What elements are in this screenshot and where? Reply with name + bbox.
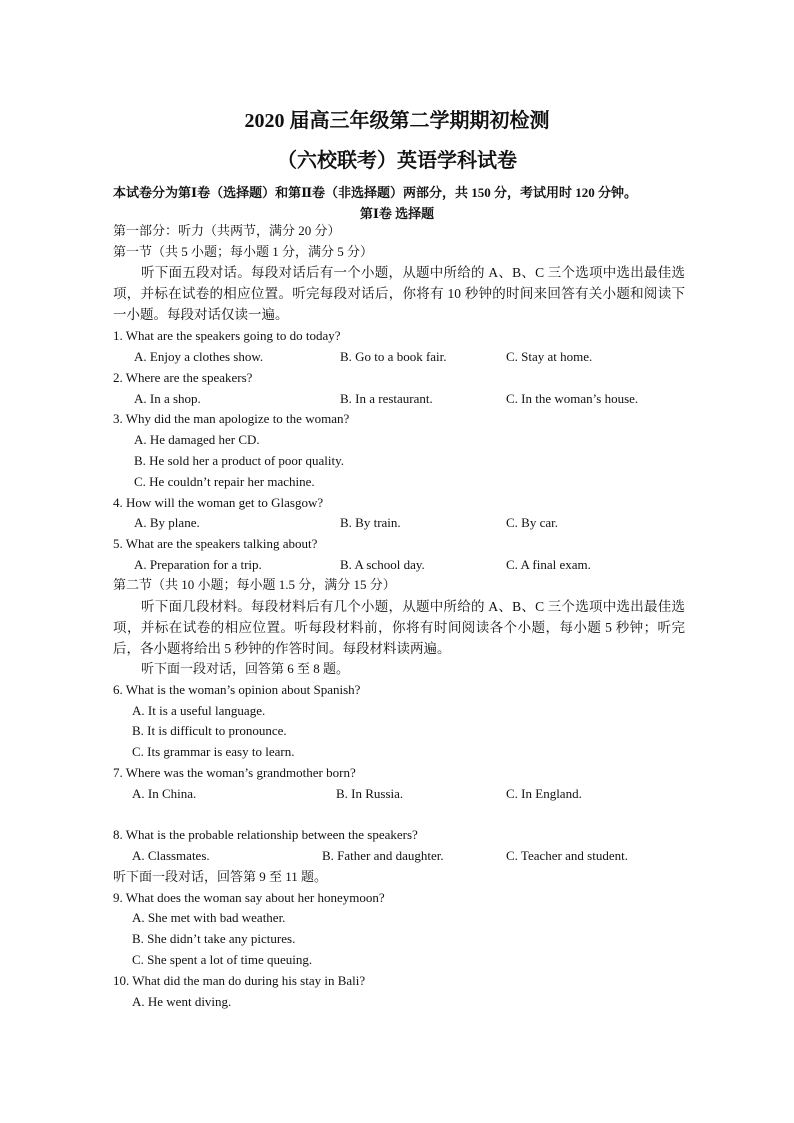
question-10-stem: 10. What did the man do during his stay in Bali? — [113, 973, 366, 988]
part1-title: 第一部分：听力（共两节，满分 20 分） — [113, 223, 341, 238]
question-3-option-c: C. He couldn’t repair her machine. — [134, 474, 315, 489]
exam-intro: 本试卷分为第Ⅰ卷（选择题）和第Ⅱ卷（非选择题）两部分，共 150 分，考试用时 120 分钟。 — [113, 185, 638, 200]
question-8-option-c: C. Teacher and student. — [506, 848, 628, 863]
question-3-option-a: A. He damaged her CD. — [134, 432, 260, 447]
question-1-option-b: B. Go to a book fair. — [340, 349, 447, 364]
question-9-option-a: A. She met with bad weather. — [132, 910, 286, 925]
question-4-option-a: A. By plane. — [134, 515, 200, 530]
question-1-option-c: C. Stay at home. — [506, 349, 593, 364]
question-3-option-b: B. He sold her a product of poor quality. — [134, 453, 344, 468]
question-3-stem: 3. Why did the man apologize to the woman? — [113, 411, 350, 426]
section2-title: 第二节（共 10 小题；每小题 1.5 分，满分 15 分） — [113, 577, 396, 592]
question-6-option-c: C. Its grammar is easy to learn. — [132, 744, 295, 759]
dialog-note-6-8: 听下面一段对话，回答第 6 至 8 题。 — [141, 661, 350, 676]
question-9-stem: 9. What does the woman say about her honeymoon? — [113, 890, 385, 905]
question-6-stem: 6. What is the woman’s opinion about Spanish? — [113, 682, 361, 697]
question-4-stem: 4. How will the woman get to Glasgow? — [113, 495, 324, 510]
question-1-stem: 1. What are the speakers going to do today? — [113, 328, 341, 343]
question-5-option-b: B. A school day. — [340, 557, 425, 572]
question-5-option-a: A. Preparation for a trip. — [134, 557, 262, 572]
question-4-option-c: C. By car. — [506, 515, 558, 530]
question-4-option-b: B. By train. — [340, 515, 401, 530]
question-10-option-a: A. He went diving. — [132, 994, 232, 1009]
question-6-option-b: B. It is difficult to pronounce. — [132, 723, 287, 738]
question-2-stem: 2. Where are the speakers? — [113, 370, 253, 385]
question-6-option-a: A. It is a useful language. — [132, 703, 266, 718]
question-9-option-c: C. She spent a lot of time queuing. — [132, 952, 313, 967]
section1-instructions: 听下面五段对话。每段对话后有一个小题，从题中所给的 A、B、C 三个选项中选出最佳选项，并标在试卷的相应位置。听完每段对话后，你将有 10 秒钟的时间来回答有关小题和阅读下一小题。每段对话仅读一遍。 — [113, 265, 685, 322]
question-2-option-c: C. In the woman’s house. — [506, 391, 639, 406]
question-9-option-b: B. She didn’t take any pictures. — [132, 931, 296, 946]
section2-instructions: 听下面几段材料。每段材料后有几个小题，从题中所给的 A、B、C 三个选项中选出最佳选项，并标在试卷的相应位置。听每段材料前，你将有时间阅读各个小题，每小题 5 秒钟；听完后，各小题将给出 5 秒钟的作答时间。每段材料读两遍。 — [113, 599, 685, 656]
question-8-option-a: A. Classmates. — [132, 848, 210, 863]
question-2-option-a: A. In a shop. — [134, 391, 201, 406]
question-5-stem: 5. What are the speakers talking about? — [113, 536, 318, 551]
question-7-option-a: A. In China. — [132, 786, 197, 801]
question-8-option-b: B. Father and daughter. — [322, 848, 444, 863]
question-2-option-b: B. In a restaurant. — [340, 391, 433, 406]
dialog-note-9-11: 听下面一段对话，回答第 9 至 11 题。 — [113, 869, 328, 884]
question-7-option-b: B. In Russia. — [336, 786, 404, 801]
exam-subtitle: （六校联考）英语学科试卷 — [277, 150, 517, 172]
question-1-option-a: A. Enjoy a clothes show. — [134, 349, 264, 364]
exam-title: 2020 届高三年级第二学期期初检测 — [244, 110, 550, 132]
question-7-option-c: C. In England. — [506, 786, 582, 801]
section1-title: 第一节（共 5 小题；每小题 1 分，满分 5 分） — [113, 244, 374, 259]
volume-1-heading: 第Ⅰ卷 选择题 — [359, 206, 435, 221]
question-7-stem: 7. Where was the woman’s grandmother born? — [113, 765, 356, 780]
question-5-option-c: C. A final exam. — [506, 557, 591, 572]
question-8-stem: 8. What is the probable relationship between the speakers? — [113, 827, 418, 842]
